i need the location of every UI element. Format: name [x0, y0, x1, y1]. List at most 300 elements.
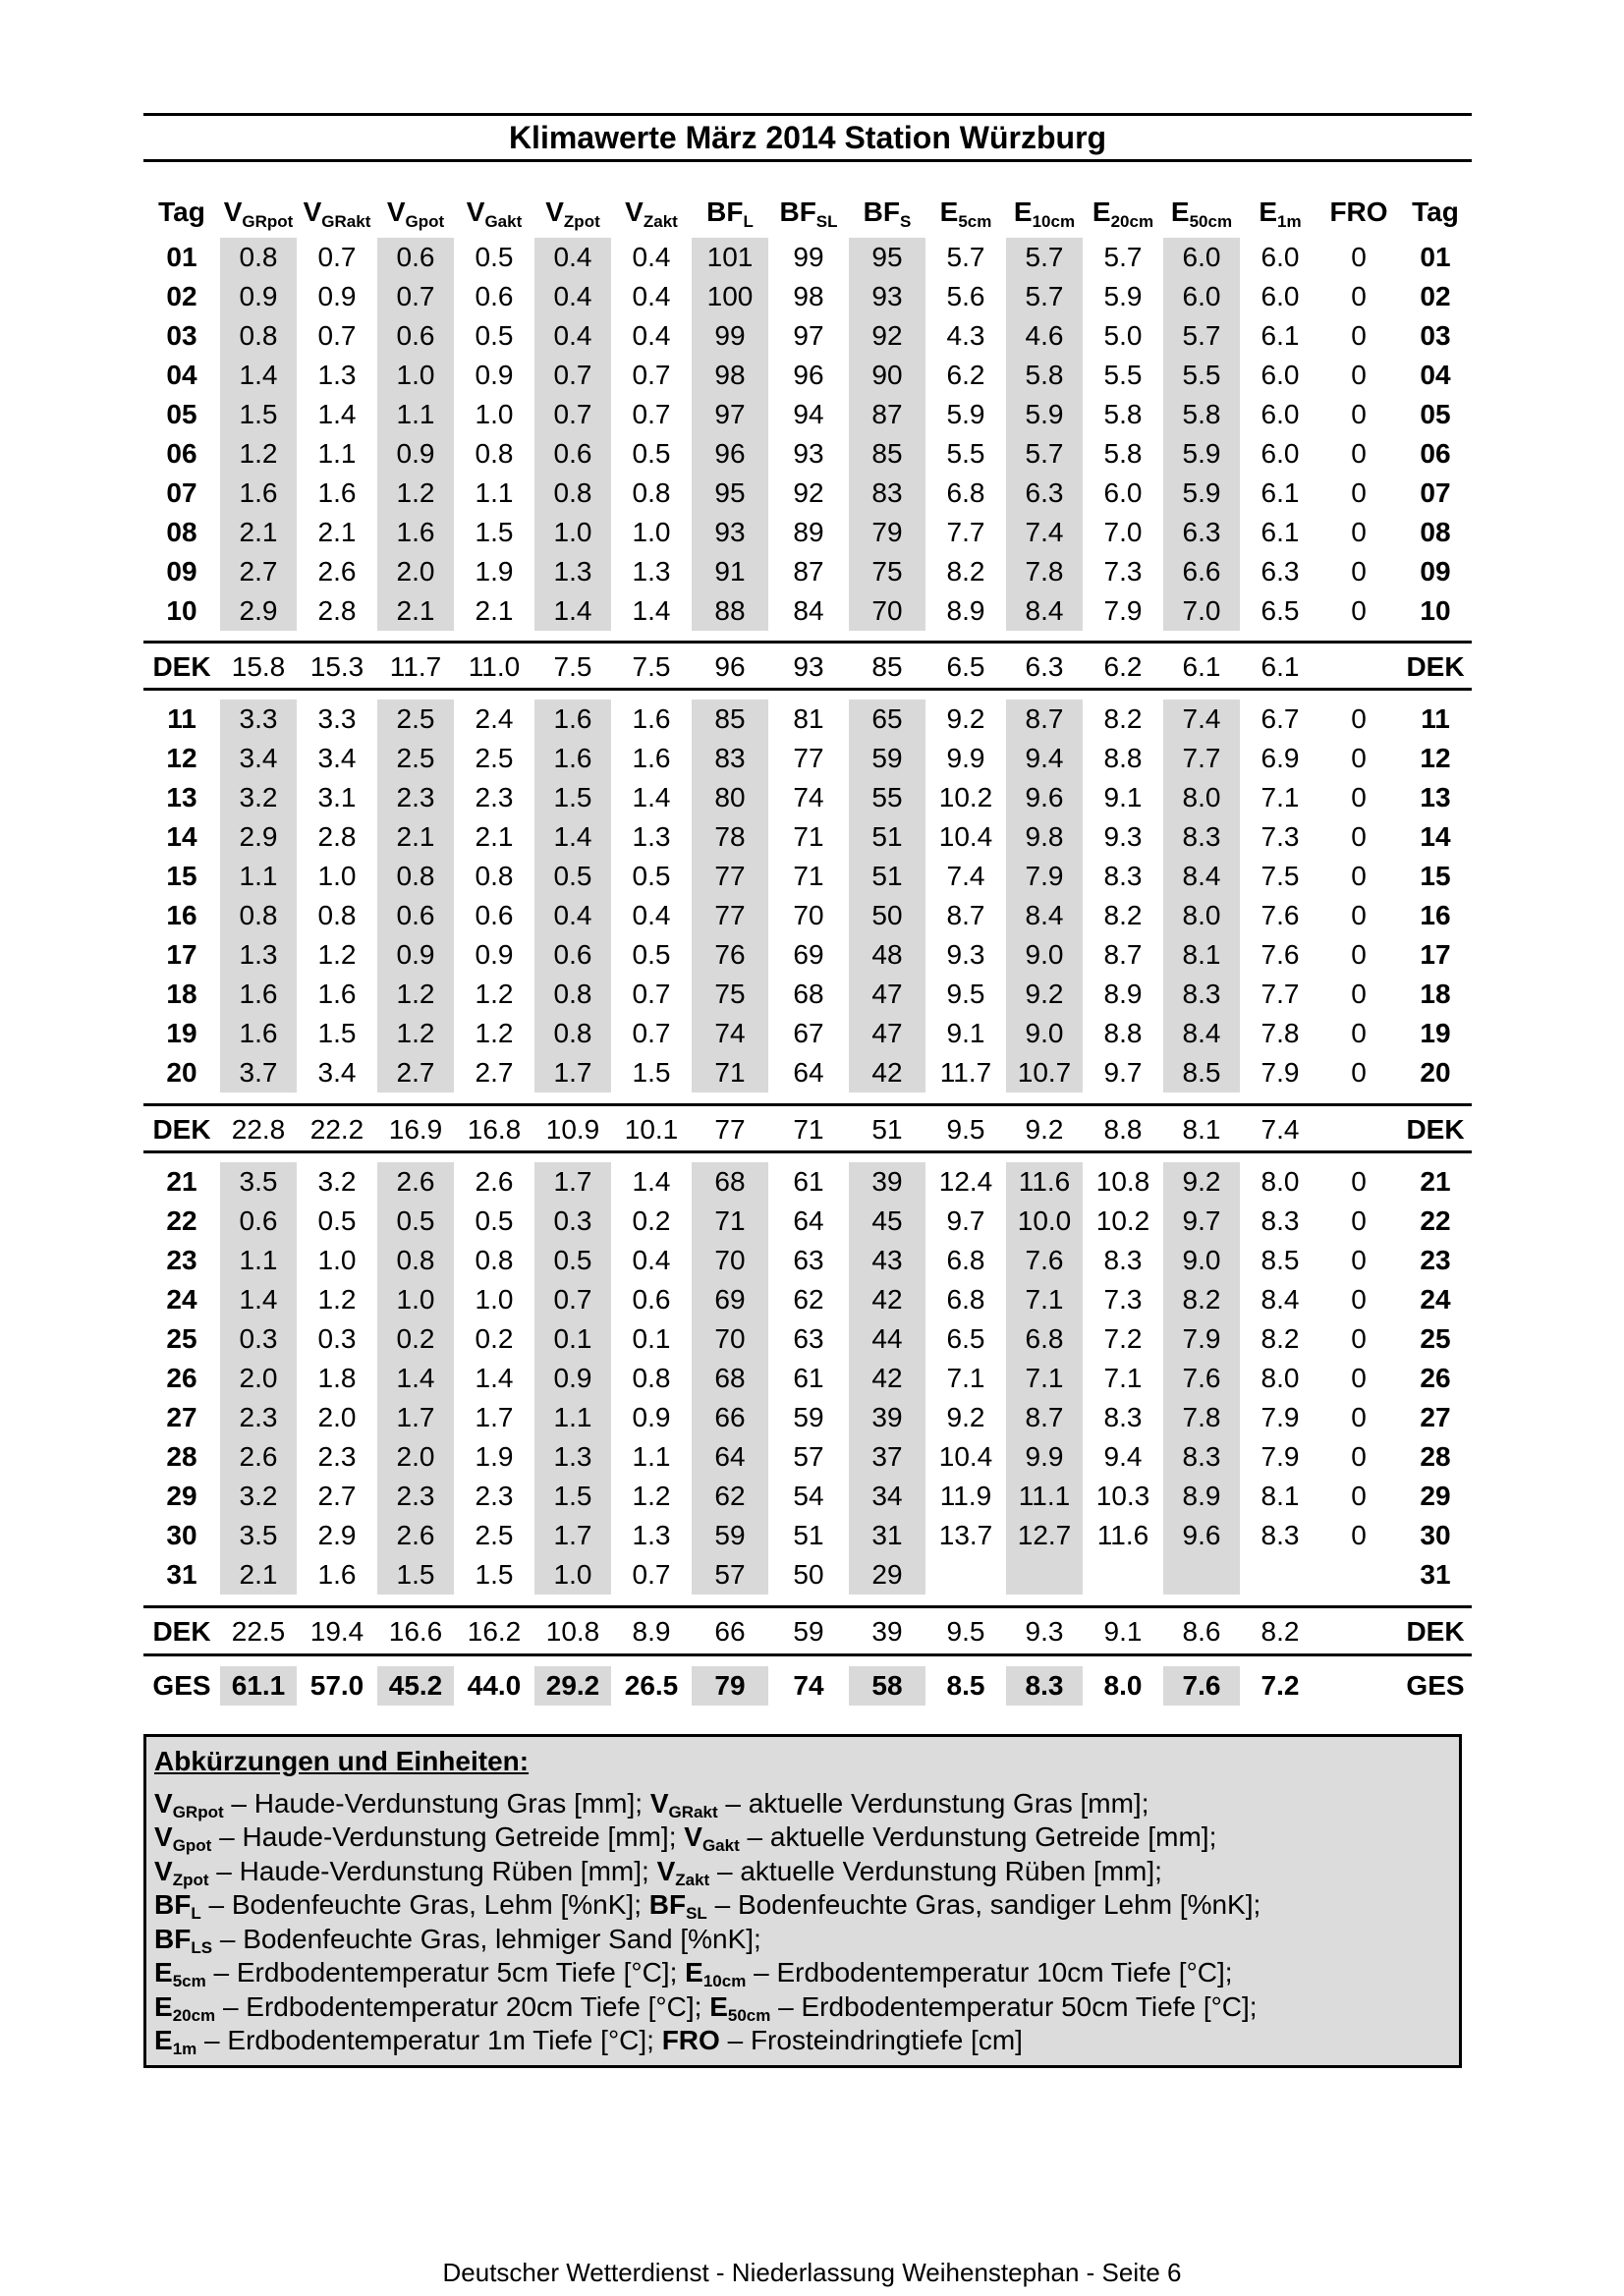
data-cell: 83 — [849, 474, 925, 513]
legend-text: – Bodenfeuchte Gras, Lehm [%nK]; — [200, 1889, 649, 1920]
data-cell: 0.7 — [377, 277, 454, 316]
data-cell: 16 — [1420, 900, 1451, 930]
data-cell: 91 — [692, 552, 768, 591]
data-cell: 1.4 — [377, 1359, 454, 1398]
data-cell: 57 — [692, 1555, 768, 1595]
legend-subscript: GRakt — [668, 1802, 718, 1821]
data-cell: 8.0 — [1163, 778, 1240, 817]
data-cell: 27 — [166, 1402, 197, 1432]
data-cell: 96 — [793, 360, 824, 390]
data-cell: 22 — [166, 1205, 197, 1236]
legend-line — [154, 1888, 1451, 1923]
data-cell: 7.7 — [1260, 979, 1300, 1009]
data-cell: 14 — [1420, 821, 1451, 852]
data-cell: 6.0 — [1260, 399, 1300, 429]
data-cell: 70 — [849, 591, 925, 631]
data-cell: 31 — [166, 1559, 197, 1590]
data-cell: 1.1 — [220, 1241, 297, 1280]
data-cell: 12 — [166, 743, 197, 773]
data-cell: 1.1 — [220, 857, 297, 896]
data-cell: 69 — [793, 939, 824, 970]
data-cell: 7.6 — [1163, 1359, 1240, 1398]
data-cell: 0.9 — [475, 939, 514, 970]
data-cell: 0 — [1351, 939, 1367, 970]
data-cell: 8.3 — [1103, 1402, 1143, 1432]
data-cell: 04 — [1420, 360, 1451, 390]
data-cell: 87 — [849, 395, 925, 434]
data-cell: 18 — [1420, 979, 1451, 1009]
data-cell: 7.9 — [1103, 595, 1143, 626]
data-cell: 13 — [1420, 782, 1451, 812]
data-cell: 6.5 — [1260, 595, 1300, 626]
page-title: Klimawerte März 2014 Station Würzburg — [143, 113, 1472, 162]
data-cell: 2.1 — [220, 513, 297, 552]
data-cell: 1.3 — [632, 556, 671, 587]
data-cell: 0 — [1351, 1205, 1367, 1236]
column-header — [927, 193, 1004, 232]
data-cell: 1.5 — [220, 395, 297, 434]
data-cell: 9.0 — [1006, 935, 1083, 975]
data-cell: 1.6 — [534, 739, 611, 778]
column-header — [1163, 193, 1240, 232]
legend-subscript: 10cm — [702, 1972, 747, 1990]
data-cell: 8.0 — [1163, 896, 1240, 935]
data-cell: 1.5 — [534, 1477, 611, 1516]
data-cell: 64 — [793, 1205, 824, 1236]
data-cell: 1.4 — [475, 1363, 514, 1393]
data-cell: 8.7 — [1006, 1398, 1083, 1437]
legend-subscript: LS — [191, 1937, 213, 1957]
data-cell: 1.5 — [475, 1559, 514, 1590]
data-cell: 0.5 — [475, 320, 514, 351]
data-cell: 0.6 — [377, 896, 454, 935]
data-cell: 77 — [692, 896, 768, 935]
data-cell: 0.7 — [534, 356, 611, 395]
summary-cell: 85 — [871, 651, 903, 682]
data-cell: 06 — [166, 438, 197, 469]
data-cell: 101 — [692, 238, 768, 277]
data-cell: 42 — [849, 1053, 925, 1092]
data-cell: 13 — [166, 782, 197, 812]
data-cell: 9.3 — [946, 939, 985, 970]
legend-symbol: E — [154, 1990, 173, 2022]
data-cell: 3.3 — [317, 703, 357, 734]
data-cell: 66 — [692, 1398, 768, 1437]
total-cell: 79 — [692, 1666, 768, 1706]
data-cell: 21 — [166, 1166, 197, 1197]
data-cell: 65 — [849, 700, 925, 739]
data-cell: 2.6 — [377, 1516, 454, 1555]
data-cell: 7.9 — [1163, 1319, 1240, 1359]
data-cell: 9.6 — [1163, 1516, 1240, 1555]
data-cell: 1.7 — [534, 1162, 611, 1202]
data-cell: 23 — [1420, 1245, 1451, 1275]
data-cell: 17 — [166, 939, 197, 970]
data-cell: 2.0 — [377, 1437, 454, 1477]
data-cell: 1.6 — [632, 743, 671, 773]
data-cell: 0 — [1351, 242, 1367, 272]
summary-cell: DEK — [1406, 651, 1465, 682]
data-cell: 0 — [1351, 1323, 1367, 1354]
data-cell: 0.4 — [534, 316, 611, 356]
summary-cell: 15.8 — [231, 651, 286, 682]
data-cell: 0.8 — [534, 474, 611, 513]
data-cell: 7.8 — [1006, 552, 1083, 591]
data-cell: 5.6 — [946, 281, 985, 311]
data-cell: 6.1 — [1260, 477, 1300, 508]
data-cell: 9.2 — [946, 703, 985, 734]
data-cell: 0.8 — [317, 900, 357, 930]
summary-cell: 16.6 — [388, 1616, 443, 1647]
data-cell — [1006, 1555, 1083, 1595]
data-cell: 0 — [1351, 900, 1367, 930]
data-cell: 8.2 — [1103, 900, 1143, 930]
total-cell: 45.2 — [377, 1666, 454, 1706]
legend-text: – Haude-Verdunstung Gras [mm]; — [223, 1787, 650, 1819]
data-cell: 0.5 — [475, 1205, 514, 1236]
data-cell: 0 — [1351, 782, 1367, 812]
data-cell: 97 — [692, 395, 768, 434]
data-cell: 92 — [849, 316, 925, 356]
legend-line — [154, 1855, 1451, 1889]
legend-line — [154, 2024, 1451, 2058]
legend-subscript: 50cm — [727, 2005, 771, 2025]
data-cell: 2.6 — [317, 556, 357, 587]
data-cell: 64 — [793, 1057, 824, 1088]
data-cell: 68 — [692, 1162, 768, 1202]
data-cell: 79 — [849, 513, 925, 552]
data-cell: 24 — [166, 1284, 197, 1315]
column-header — [770, 193, 847, 232]
data-cell: 14 — [166, 821, 197, 852]
data-cell: 7.1 — [1260, 782, 1300, 812]
summary-cell: 10.8 — [545, 1616, 600, 1647]
data-cell: 03 — [166, 320, 197, 351]
data-cell: 0 — [1351, 1166, 1367, 1197]
column-header — [534, 193, 611, 232]
data-cell: 05 — [166, 399, 197, 429]
data-cell: 8.8 — [1103, 1018, 1143, 1048]
data-cell: 0.4 — [534, 896, 611, 935]
data-cell: 0.7 — [632, 399, 671, 429]
column-header-main: FRO — [1329, 196, 1388, 227]
column-header — [456, 193, 532, 232]
data-cell: 1.6 — [632, 703, 671, 734]
data-cell: 1.1 — [475, 477, 514, 508]
data-cell: 9.0 — [1163, 1241, 1240, 1280]
column-header-sub: 1m — [1277, 212, 1302, 231]
summary-cell — [1320, 1612, 1397, 1652]
data-cell: 0.5 — [632, 438, 671, 469]
data-cell: 5.7 — [1103, 242, 1143, 272]
data-cell: 2.0 — [220, 1359, 297, 1398]
data-cell: 0.2 — [475, 1323, 514, 1354]
data-cell: 1.0 — [377, 356, 454, 395]
data-cell: 0.8 — [220, 316, 297, 356]
legend-text: – Erdbodentemperatur 5cm Tiefe [°C]; — [205, 1957, 686, 1988]
data-cell: 0 — [1351, 556, 1367, 587]
legend-symbol: FRO — [661, 2025, 720, 2055]
data-cell: 95 — [692, 474, 768, 513]
data-cell: 0.4 — [632, 1245, 671, 1275]
data-cell: 5.8 — [1103, 399, 1143, 429]
data-cell: 9.2 — [1163, 1162, 1240, 1202]
data-cell: 2.4 — [475, 703, 514, 734]
data-cell: 0.9 — [632, 1402, 671, 1432]
data-cell: 0.7 — [534, 395, 611, 434]
summary-cell: DEK — [1406, 1616, 1465, 1647]
data-cell: 1.8 — [317, 1363, 357, 1393]
data-cell: 48 — [849, 935, 925, 975]
data-cell: 2.9 — [220, 591, 297, 631]
data-cell: 71 — [793, 861, 824, 891]
data-cell: 1.4 — [632, 1166, 671, 1197]
data-cell: 1.4 — [632, 595, 671, 626]
data-cell: 62 — [692, 1477, 768, 1516]
data-cell: 8.2 — [1103, 703, 1143, 734]
data-cell: 0 — [1351, 1481, 1367, 1511]
data-cell: 2.1 — [377, 591, 454, 631]
data-cell: 1.4 — [632, 782, 671, 812]
data-cell: 0.3 — [534, 1202, 611, 1241]
data-cell: 1.4 — [534, 591, 611, 631]
data-cell: 0.4 — [632, 281, 671, 311]
data-cell: 31 — [849, 1516, 925, 1555]
data-cell: 50 — [793, 1559, 824, 1590]
data-cell: 0.1 — [534, 1319, 611, 1359]
column-header-main: Tag — [158, 196, 205, 227]
data-cell: 1.0 — [534, 1555, 611, 1595]
summary-cell: DEK — [152, 1114, 211, 1145]
summary-cell: 8.9 — [632, 1616, 671, 1647]
summary-cell: 16.2 — [467, 1616, 522, 1647]
data-cell: 0.8 — [377, 1241, 454, 1280]
total-cell: 8.0 — [1103, 1670, 1143, 1701]
column-header-main: BF — [706, 196, 744, 227]
summary-cell: DEK — [152, 1616, 211, 1647]
data-cell: 10.7 — [1006, 1053, 1083, 1092]
data-cell: 0 — [1351, 595, 1367, 626]
data-cell: 3.4 — [317, 1057, 357, 1088]
data-cell: 1.1 — [632, 1441, 671, 1472]
column-header-sub: S — [899, 212, 912, 231]
data-cell: 61 — [793, 1166, 824, 1197]
climate-table — [143, 0, 1472, 1729]
data-cell: 3.1 — [317, 782, 357, 812]
total-cell: 61.1 — [220, 1666, 297, 1706]
legend-symbol: E — [709, 1990, 728, 2022]
data-cell: 8.7 — [946, 900, 985, 930]
summary-cell: 11.0 — [468, 651, 521, 682]
data-cell: 42 — [849, 1280, 925, 1319]
data-cell: 1.5 — [475, 517, 514, 547]
summary-cell: 8.1 — [1182, 1114, 1221, 1145]
data-cell: 2.3 — [317, 1441, 357, 1472]
data-cell: 6.9 — [1260, 743, 1300, 773]
data-cell: 9.7 — [1163, 1202, 1240, 1241]
legend-symbol: V — [656, 1855, 676, 1886]
data-cell: 2.1 — [220, 1555, 297, 1595]
column-header-sub: GRpot — [242, 212, 294, 231]
data-cell: 8.4 — [1163, 857, 1240, 896]
data-cell: 6.8 — [946, 477, 985, 508]
legend-line — [154, 1787, 1451, 1821]
data-cell: 61 — [793, 1363, 824, 1393]
data-cell: 28 — [1420, 1441, 1451, 1472]
legend-text: – Erdbodentemperatur 50cm Tiefe [°C]; — [770, 1990, 1258, 2022]
data-cell: 2.1 — [377, 817, 454, 857]
data-cell: 1.9 — [475, 1441, 514, 1472]
data-cell: 6.0 — [1163, 277, 1240, 316]
legend-subscript: 5cm — [172, 1972, 206, 1990]
data-cell: 5.8 — [1163, 395, 1240, 434]
row-separator — [143, 1150, 1472, 1153]
data-cell: 7.1 — [1103, 1363, 1143, 1393]
summary-cell — [1320, 647, 1397, 687]
data-cell: 0.8 — [220, 238, 297, 277]
column-header — [692, 193, 768, 232]
data-cell: 51 — [849, 857, 925, 896]
data-cell — [927, 1555, 1004, 1595]
total-cell: 57.0 — [309, 1670, 364, 1701]
row-separator — [143, 1653, 1472, 1656]
summary-cell: DEK — [152, 651, 211, 682]
legend-subscript: L — [191, 1904, 201, 1923]
data-cell: 63 — [793, 1245, 824, 1275]
data-cell: 2.6 — [377, 1162, 454, 1202]
data-cell: 50 — [849, 896, 925, 935]
data-cell: 1.2 — [377, 975, 454, 1014]
data-cell: 39 — [849, 1398, 925, 1437]
column-header — [1085, 193, 1161, 232]
data-cell: 13.7 — [938, 1520, 993, 1550]
legend-text: – Haude-Verdunstung Rüben [mm]; — [208, 1855, 657, 1886]
data-cell: 1.0 — [534, 513, 611, 552]
data-cell: 59 — [692, 1516, 768, 1555]
data-cell: 39 — [849, 1162, 925, 1202]
data-cell: 3.2 — [317, 1166, 357, 1197]
summary-cell: 6.1 — [1260, 651, 1300, 682]
data-cell: 1.3 — [534, 1437, 611, 1477]
data-cell: 0 — [1351, 861, 1367, 891]
summary-cell: 7.4 — [1260, 1114, 1300, 1145]
data-cell: 0.8 — [475, 861, 514, 891]
data-cell: 8.4 — [1006, 591, 1083, 631]
data-cell: 74 — [793, 782, 824, 812]
data-cell: 01 — [1420, 242, 1451, 272]
data-cell: 8.7 — [1006, 700, 1083, 739]
data-cell: 7.1 — [946, 1363, 985, 1393]
data-cell: 0.7 — [317, 320, 357, 351]
data-cell: 0.8 — [632, 1363, 671, 1393]
data-cell: 2.0 — [377, 552, 454, 591]
data-cell: 7.3 — [1103, 1284, 1143, 1315]
summary-cell — [1320, 1110, 1397, 1149]
total-cell: 29.2 — [534, 1666, 611, 1706]
data-cell: 75 — [849, 552, 925, 591]
summary-cell: 10.9 — [545, 1114, 600, 1145]
legend-text: – Frosteindringtiefe [cm] — [719, 2025, 1023, 2055]
data-cell: 1.0 — [632, 517, 671, 547]
data-cell: 02 — [166, 281, 197, 311]
data-cell: 2.0 — [317, 1402, 357, 1432]
column-header-main: V — [545, 196, 564, 227]
legend-subscript: 20cm — [172, 2005, 216, 2025]
data-cell: 1.2 — [475, 979, 514, 1009]
data-cell: 7.9 — [1260, 1402, 1300, 1432]
column-header — [299, 193, 375, 232]
data-cell: 1.0 — [317, 861, 357, 891]
page-footer: Deutscher Wetterdienst - Niederlassung Weihenstephan - Seite 6 — [442, 2258, 1182, 2287]
data-cell: 77 — [692, 857, 768, 896]
data-cell: 23 — [166, 1245, 197, 1275]
data-cell: 83 — [692, 739, 768, 778]
column-header-main: V — [466, 196, 485, 227]
data-cell: 11.6 — [1096, 1520, 1149, 1550]
data-cell: 0.8 — [534, 975, 611, 1014]
data-cell: 92 — [793, 477, 824, 508]
data-cell: 95 — [849, 238, 925, 277]
legend-text: – aktuelle Verdunstung Gras [mm]; — [717, 1787, 1149, 1819]
data-cell — [1242, 1555, 1318, 1595]
data-cell: 63 — [793, 1323, 824, 1354]
data-cell: 37 — [849, 1437, 925, 1477]
column-header — [377, 193, 454, 232]
total-cell: 26.5 — [624, 1670, 679, 1701]
data-cell: 7.3 — [1103, 556, 1143, 587]
data-cell: 4.6 — [1006, 316, 1083, 356]
data-cell: 1.6 — [317, 979, 357, 1009]
data-cell: 0.8 — [377, 857, 454, 896]
summary-cell: 9.5 — [946, 1114, 985, 1145]
data-cell: 8.3 — [1103, 861, 1143, 891]
data-cell: 69 — [692, 1280, 768, 1319]
data-cell: 70 — [692, 1319, 768, 1359]
data-cell: 84 — [793, 595, 824, 626]
data-cell: 10 — [1420, 595, 1451, 626]
data-cell: 0.5 — [475, 242, 514, 272]
column-header — [849, 193, 925, 232]
data-cell: 71 — [692, 1053, 768, 1092]
data-cell: 0.3 — [220, 1319, 297, 1359]
data-cell: 0.9 — [377, 434, 454, 474]
data-cell: 9.2 — [1006, 975, 1083, 1014]
legend-text: – Erdbodentemperatur 1m Tiefe [°C]; — [196, 2025, 662, 2055]
data-cell: 07 — [1420, 477, 1451, 508]
data-cell: 30 — [166, 1520, 197, 1550]
data-cell: 0.6 — [632, 1284, 671, 1315]
legend-text: – Erdbodentemperatur 10cm Tiefe [°C]; — [746, 1957, 1233, 1988]
data-cell: 30 — [1420, 1520, 1451, 1550]
data-cell: 0.8 — [220, 896, 297, 935]
data-cell: 8.4 — [1260, 1284, 1300, 1315]
data-cell: 6.0 — [1163, 238, 1240, 277]
data-cell: 0 — [1351, 438, 1367, 469]
data-cell: 1.7 — [534, 1516, 611, 1555]
data-cell: 8.9 — [1103, 979, 1143, 1009]
data-cell: 2.3 — [475, 1481, 514, 1511]
column-header-main: E — [939, 196, 959, 227]
data-cell: 7.5 — [1260, 861, 1300, 891]
total-cell: GES — [1406, 1670, 1465, 1701]
data-cell: 2.5 — [475, 743, 514, 773]
legend-subscript: Zakt — [675, 1870, 710, 1889]
data-cell: 70 — [692, 1241, 768, 1280]
data-cell: 7.4 — [1006, 513, 1083, 552]
data-cell: 3.5 — [220, 1516, 297, 1555]
data-cell: 8.3 — [1163, 817, 1240, 857]
data-cell: 0.8 — [534, 1014, 611, 1053]
